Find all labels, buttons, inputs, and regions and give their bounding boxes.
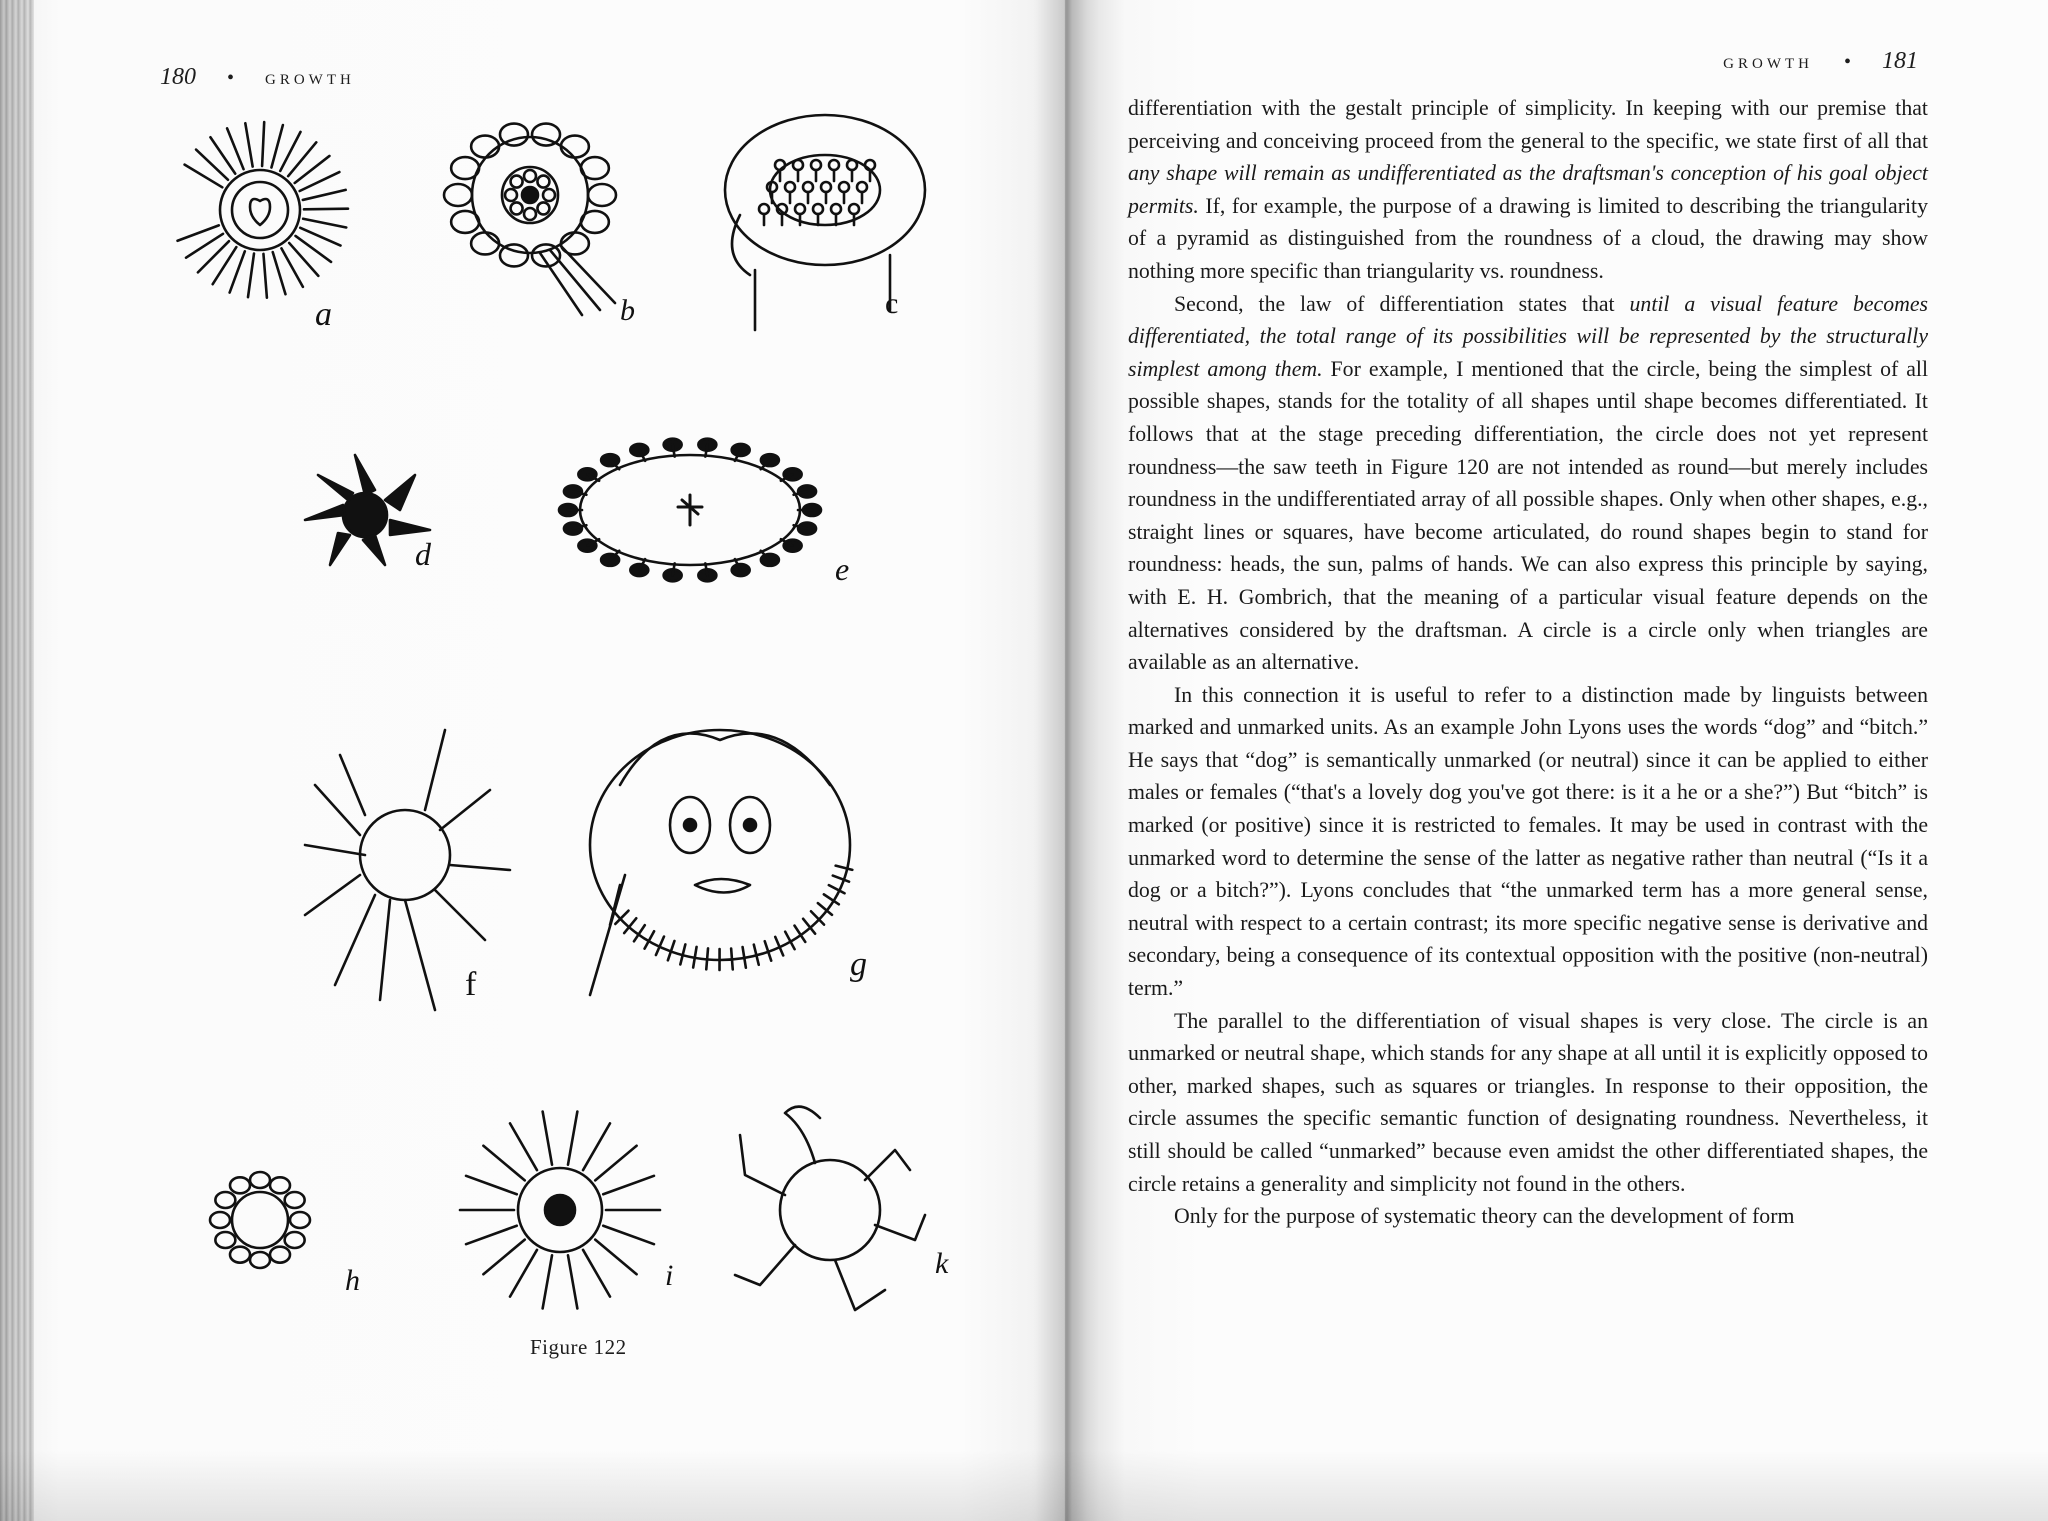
drawing-stroke: [511, 176, 523, 188]
drawing-stroke: [471, 136, 499, 158]
drawing-stroke: [543, 1255, 552, 1308]
drawing-h-small-flower: [210, 1172, 310, 1268]
drawing-stroke: [500, 244, 528, 266]
text-run: For example, I mentioned that the circle, being the simplest of all possible shapes, stands for the totality of all shapes until shape becomes differentiated. It follows that at the stage preceding differentiation, the circle does not yet represent roundness—the saw teeth in Figure 120 are not intended as round—but merely includes roundness in the undifferentiated array of all possible shapes. Only when other shapes, e.g., straight lines or squares, have become articulated, do round shapes begin to stand for roundness: heads, the sun, palms of hands. We can also express this principle by saying, with E. H. Gombrich, that the meaning of a particular visual feature depends on the alternatives considered by the draftsman. A circle is a circle only when triangles are available as an alternative.: [1128, 356, 1929, 675]
drawing-stroke: [524, 170, 536, 182]
paragraph-1: [1128, 92, 1928, 288]
drawing-stroke: [444, 184, 472, 206]
text-run: In this connection it is useful to refer to a distinction made by linguists between marked and unmarked units. As an example John Lyons uses the words “dog” and “bitch.” He says that “dog” is semantically unmarked (or neutral) since it can be applied to either males or females (“that's a lovely dog you've got there: is it a he or a she?”) But “bitch” is marked (or positive) since it is restricted to females. It may be used in contrast with the unmarked word to determine the sense of the latter as negative rather than neutral (“Is it a dog or a bitch?”). Lyons concludes that “the unmarked term has a more general sense, neutral with respect to a certain contrast; its more specific negative sense is derivative and secondary, being a consequence of its contextual opposition with the positive (non-neutral) term.”: [1128, 682, 1928, 1001]
text-run: The parallel to the differentiation of visual shapes is very close. The circle is an unmarked or neutral shape, which stands for any shape at all until it is explicitly opposed to other, marked shapes, such as squares or triangles. In response to their opposition, the circle assumes the specific semantic function of designating roundness. Nevertheless, it still should be called “unmarked” because even amidst the other differentiated shapes, the circle retains a generality and simplicity not found in the others.: [1128, 1008, 1928, 1196]
paragraph-4: [1128, 1005, 1928, 1201]
drawing-stroke: [303, 190, 346, 200]
book-gutter-shadow: [1035, 0, 1099, 1521]
drawing-stroke: [829, 160, 839, 170]
drawing-stroke: [215, 1192, 235, 1208]
figure-caption: Figure 122: [530, 1335, 627, 1359]
right-running-title: GROWTH: [1723, 56, 1813, 72]
drawing-stroke: [451, 211, 479, 233]
page-bottom-shadow: [0, 1450, 2048, 1521]
drawing-stroke: [230, 251, 245, 292]
drawing-stroke: [270, 1247, 290, 1263]
drawing-stroke: [524, 208, 536, 220]
drawing-stroke: [466, 1176, 517, 1194]
drawing-stroke: [304, 209, 348, 210]
drawing-stroke: [568, 1255, 577, 1308]
right-running-head: [1723, 48, 1918, 75]
text-run: If, for example, the purpose of a drawing is limited to describing the triangularity of a pyramid as distinguished from the roundness of a cloud, the drawing may show nothing more specific than triangularity vs. roundness.: [1128, 193, 1928, 283]
drawing-stroke: [833, 876, 849, 882]
drawing-d-letter: d: [415, 536, 431, 572]
drawing-f-letter: f: [465, 966, 477, 1003]
text-run: Second, the law of differentiation states that: [1174, 291, 1630, 316]
drawing-stroke: [537, 202, 549, 214]
text-run: differentiation with the gestalt principle of simplicity. In keeping with our premise that perceiving and conceiving proceed from the general to the specific, we state first of all that: [1128, 96, 1928, 153]
drawing-stroke: [285, 1232, 305, 1248]
drawing-d-star-blob: [305, 455, 430, 565]
drawing-i-letter: i: [665, 1259, 674, 1292]
drawing-stroke: [759, 204, 769, 214]
drawing-k-letter: k: [935, 1247, 949, 1280]
drawing-stroke: [731, 949, 733, 970]
drawing-stroke: [505, 189, 517, 201]
drawing-f-spider: [305, 730, 510, 1010]
drawing-stroke: [603, 1176, 654, 1194]
drawing-stroke: [500, 124, 528, 146]
drawing-stroke: [466, 1226, 517, 1244]
paragraph-3: [1128, 679, 1928, 1005]
drawing-stroke: [581, 211, 609, 233]
drawing-g-face: [590, 730, 852, 995]
drawing-stroke: [706, 948, 708, 969]
drawing-stroke: [857, 182, 867, 192]
drawing-stroke: [215, 1232, 235, 1248]
running-head-bullet: •: [1843, 51, 1851, 73]
drawing-stroke: [831, 204, 841, 214]
text-run: Only for the purpose of systematic theory can the development of form: [1174, 1204, 1795, 1229]
drawing-b-flower: [444, 124, 616, 315]
drawing-stroke: [263, 254, 266, 298]
drawing-stroke: [803, 182, 813, 192]
drawing-stroke: [210, 1212, 230, 1228]
drawing-stroke: [227, 128, 243, 169]
drawing-stroke: [271, 125, 282, 167]
drawing-stroke: [793, 160, 803, 170]
drawing-stroke: [588, 184, 616, 206]
drawing-stroke: [813, 204, 823, 214]
drawing-stroke: [821, 182, 831, 192]
drawing-stroke: [583, 1250, 610, 1297]
drawing-stroke: [543, 189, 555, 201]
drawing-stroke: [595, 1146, 636, 1181]
left-page-number: 180: [160, 64, 196, 90]
drawing-stroke: [270, 1177, 290, 1193]
left-running-head: [160, 64, 355, 91]
drawing-stroke: [836, 866, 853, 870]
drawing-stroke: [285, 1192, 305, 1208]
drawing-stroke: [603, 1226, 654, 1244]
drawing-stroke: [510, 1250, 537, 1297]
drawing-stroke: [178, 225, 219, 240]
drawing-stroke: [785, 182, 795, 192]
drawing-stroke: [847, 160, 857, 170]
drawing-stroke: [583, 1123, 610, 1170]
drawing-stroke: [245, 123, 252, 166]
body-text: [1128, 92, 1928, 1233]
figure-122: [150, 95, 1000, 1359]
drawing-g-letter: g: [850, 946, 867, 983]
drawing-stroke: [471, 232, 499, 254]
drawing-stroke: [510, 1123, 537, 1170]
drawing-stroke: [849, 204, 859, 214]
drawing-stroke: [693, 947, 696, 968]
paragraph-5: [1128, 1200, 1928, 1233]
italic-text-run: any shape will remain as undifferentiated as the draftsman's conception of his goal object permits.: [1128, 161, 1928, 218]
drawing-stroke: [561, 136, 589, 158]
drawing-c-letter: c: [885, 287, 899, 320]
drawing-k-figure: [735, 1107, 925, 1310]
drawing-stroke: [543, 1112, 552, 1165]
drawing-stroke: [230, 1177, 250, 1193]
drawing-b-letter: b: [620, 294, 635, 327]
drawing-stroke: [483, 1146, 524, 1181]
right-page-number: 181: [1882, 48, 1918, 74]
drawing-i-sun: [460, 1112, 660, 1309]
drawing-stroke: [273, 252, 286, 294]
drawing-stroke: [537, 176, 549, 188]
drawing-stroke: [743, 947, 746, 968]
drawing-a-heart-sun: [178, 122, 348, 298]
running-head-bullet: •: [227, 67, 235, 89]
drawing-h-letter: h: [345, 1264, 360, 1297]
page-edge-stack: [0, 0, 34, 1521]
drawing-stroke: [230, 1247, 250, 1263]
drawing-stroke: [290, 1212, 310, 1228]
drawing-stroke: [568, 1112, 577, 1165]
italic-text-run: until a visual feature becomes differentiated, the total range of its possibilities will be represented by the structurally simplest among them.: [1128, 291, 1928, 381]
drawing-stroke: [303, 219, 346, 228]
drawing-stroke: [451, 157, 479, 179]
drawing-stroke: [839, 182, 849, 192]
drawing-stroke: [483, 1240, 524, 1275]
drawing-stroke: [795, 204, 805, 214]
drawing-stroke: [250, 1252, 270, 1268]
drawing-e-leafy-oval: [559, 439, 821, 582]
drawing-stroke: [262, 122, 264, 166]
drawing-stroke: [595, 1240, 636, 1275]
drawing-stroke: [581, 157, 609, 179]
childrens-drawings-illustration: [150, 95, 1000, 1325]
drawing-stroke: [511, 202, 523, 214]
left-running-title: GROWTH: [265, 72, 355, 88]
drawing-stroke: [248, 254, 254, 298]
drawing-e-letter: e: [835, 551, 850, 587]
drawing-a-letter: a: [315, 296, 332, 333]
drawing-stroke: [532, 124, 560, 146]
drawing-stroke: [811, 160, 821, 170]
paragraph-2: [1128, 288, 1928, 679]
drawing-stroke: [250, 1172, 270, 1188]
